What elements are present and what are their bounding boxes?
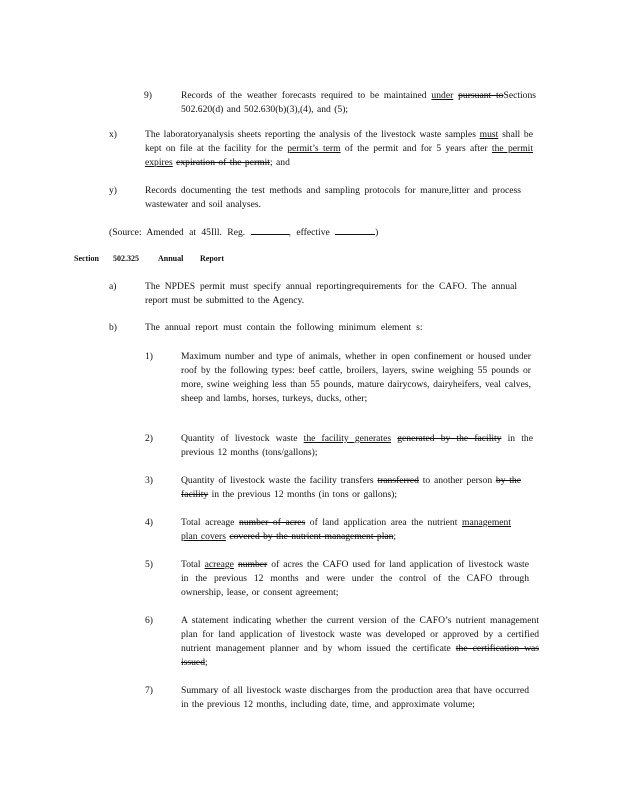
item-label-6: 6): [145, 615, 153, 626]
item-5-text: Total acreage number of acres the CAFO used for land application of livestock waste in the previous 12 months and were under the control of the CAFO through ownership, lease, or consent agreement;: [181, 559, 529, 598]
source-note: (Source: Amended at 45Ill. Reg. , effective ): [109, 227, 379, 238]
inserted-text: acreage: [204, 559, 234, 570]
item-label-4: 4): [145, 517, 153, 528]
inserted-text: under: [431, 90, 454, 101]
item-label-x: x): [109, 129, 117, 140]
item-b-text: The annual report must contain the following minimum element s:: [145, 322, 423, 333]
item-label-3: 3): [145, 475, 153, 486]
item-1-text: Maximum number and type of animals, whether in open confinement or housed under roof by the following types: beef cattle, broilers, layers, swine weighing 55 pounds or more, swine weighing less than 55 pounds, mature dairycows, dairyheifers, veal calves, sheep and lambs, horses, turkeys, ducks, other;: [181, 351, 531, 404]
section-number: 502.325: [113, 254, 139, 263]
inserted-text: permit’s term: [287, 143, 341, 154]
deleted-text: the certification was issued: [181, 643, 540, 668]
blank-effective-date: [335, 225, 375, 235]
deleted-text: pursuant to: [458, 90, 504, 101]
section-word: Section: [74, 254, 99, 263]
item-6-text: A statement indicating whether the current version of the CAFO’s nutrient management plan for land application of livestock waste was developed or approved by a certified nutrient management planner and by whom issued the certificate the certification was issued;: [181, 615, 540, 668]
deleted-text: by the facility: [181, 475, 521, 500]
inserted-text: management plan covers: [181, 517, 511, 542]
item-4-text: Total acreage number of acres of land application area the nutrient management plan covers covered by the nutrient management plan;: [181, 517, 511, 542]
inserted-text: the permit expires: [145, 143, 533, 168]
item-label-2: 2): [145, 433, 153, 444]
item-7-text: Summary of all livestock waste discharges from the production area that have occurred in the previous 12 months, including date, time, and approximate volume;: [181, 685, 529, 710]
item-label-a: a): [109, 281, 117, 292]
item-label-y: y): [109, 185, 117, 196]
item-x-text: The laboratoryanalysis sheets reporting the analysis of the livestock waste samples must shall be kept on file at the facility for the permit’s term of the permit and for 5 years after the permit expires expiration of the permit; and: [145, 129, 533, 168]
item-label-7: 7): [145, 685, 153, 696]
item-a-text: The NPDES permit must specify annual reportingrequirements for the CAFO. The annual report must be submitted to the Agency.: [145, 281, 517, 306]
item-3-text: Quantity of livestock waste the facility transfers transferred to another person by the facility in the previous 12 months (in tons or gallons);: [181, 475, 521, 500]
inserted-text: must: [479, 129, 499, 140]
item-y-text: Records documenting the test methods and sampling protocols for manure,litter and process wastewater and soil analyses.: [145, 185, 521, 210]
deleted-text: number: [237, 559, 268, 570]
item-label-1: 1): [145, 351, 153, 362]
deleted-text: expiration of the permit: [176, 157, 270, 168]
deleted-text: transferred: [377, 475, 419, 486]
item-2-text: Quantity of livestock waste the facility generates generated by the facility in the previous 12 months (tons/gallons);: [181, 433, 533, 458]
deleted-text: number of acres: [239, 517, 306, 528]
section-title-word2: Report: [200, 254, 224, 263]
blank-register-number: [251, 225, 289, 235]
inserted-text: the facility generates: [303, 433, 392, 444]
item-label-9: 9): [144, 90, 152, 101]
section-title-word1: Annual: [158, 254, 184, 263]
item-label-5: 5): [145, 559, 153, 570]
item-9-text: Records of the weather forecasts required to be maintained under pursuant toSections 502.620(d) and 502.630(b)(3),(4), and (5);: [181, 90, 536, 115]
deleted-text: covered by the nutrient management plan: [229, 531, 394, 542]
item-label-b: b): [109, 322, 117, 333]
deleted-text: generated by the facility: [397, 433, 502, 444]
